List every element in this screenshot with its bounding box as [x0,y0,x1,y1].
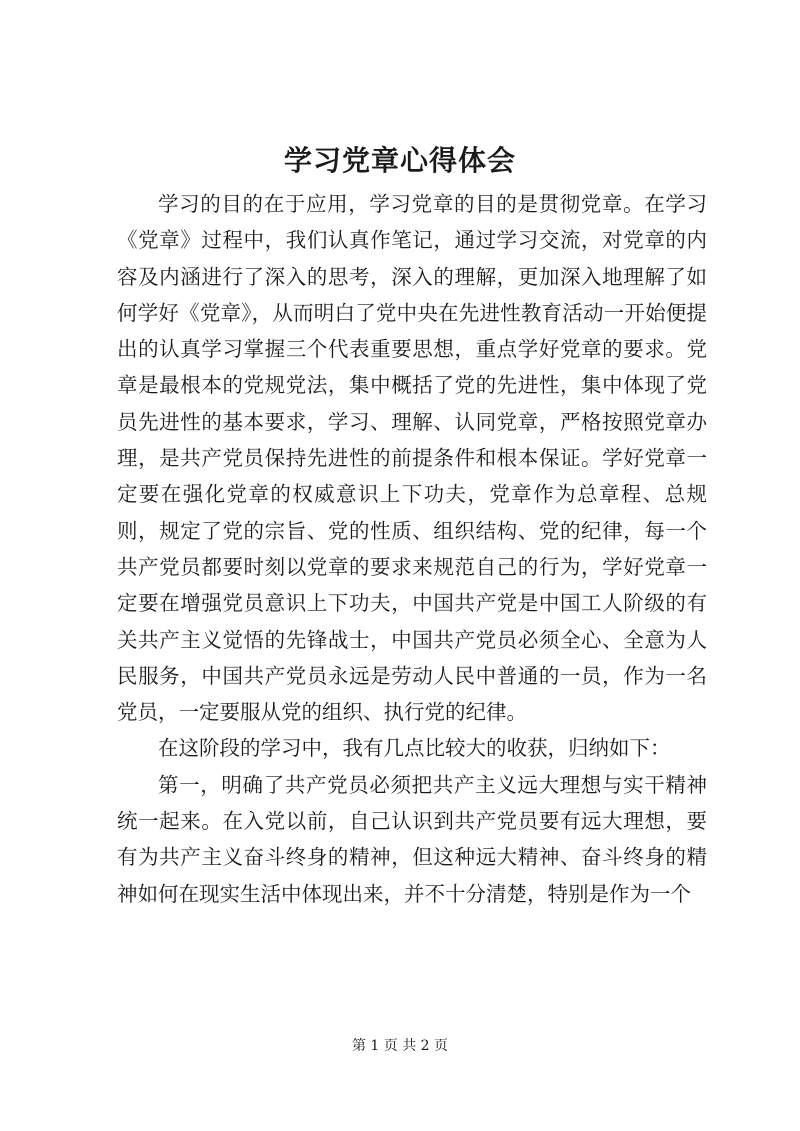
page-number-footer: 第 1 页 共 2 页 [351,1038,449,1054]
document-body [117,186,707,912]
paragraph: 第一，明确了共产党员必须把共产主义远大理想与实干精神统一起来。在入党以前，自己认识到共产党员要有远大理想，要有为共产主义奋斗终身的精神，但这种远大精神、奋斗终身的精神如何在现实生活中体现出来，并不十分清楚，特别是作为一个 [117,772,707,906]
document-title: 学习党章心得体会 [283,144,516,177]
paragraph: 在这阶段的学习中，我有几点比较大的收获，归纳如下： [158,736,671,761]
paragraph: 学习的目的在于应用，学习党章的目的是贯彻党章。在学习《党章》过程中，我们认真作笔记，通过学习交流，对党章的内容及内涵进行了深入的思考，深入的理解，更加深入地理解了如何学好《党章》，从而明白了党中央在先进性教育活动一开始便提出的认真学习掌握三个代表重要思想，重点学好党章的要求。党章是最根本的党规党法，集中概括了党的先进性，集中体现了党员先进性的基本要求，学习、理解、认同党章，严格按照党章办理，是共产党员保持先进性的前提条件和根本保证。学好党章一定要在强化党章的权威意识上下功夫，党章作为总章程、总规则，规定了党的宗旨、党的性质、组织结构、党的纪律，每一个共产党员都要时刻以党章的要求来规范自己的行为，学好党章一定要在增强党员意识上下功夫，中国共产党是中国工人阶级的有关共产主义觉悟的先锋战士，中国共产党员必须全心、全意为人民服务，中国共产党员永远是劳动人民中普通的一员，作为一名党员，一定要服从党的组织、执行党的纪律。 [117,192,707,725]
